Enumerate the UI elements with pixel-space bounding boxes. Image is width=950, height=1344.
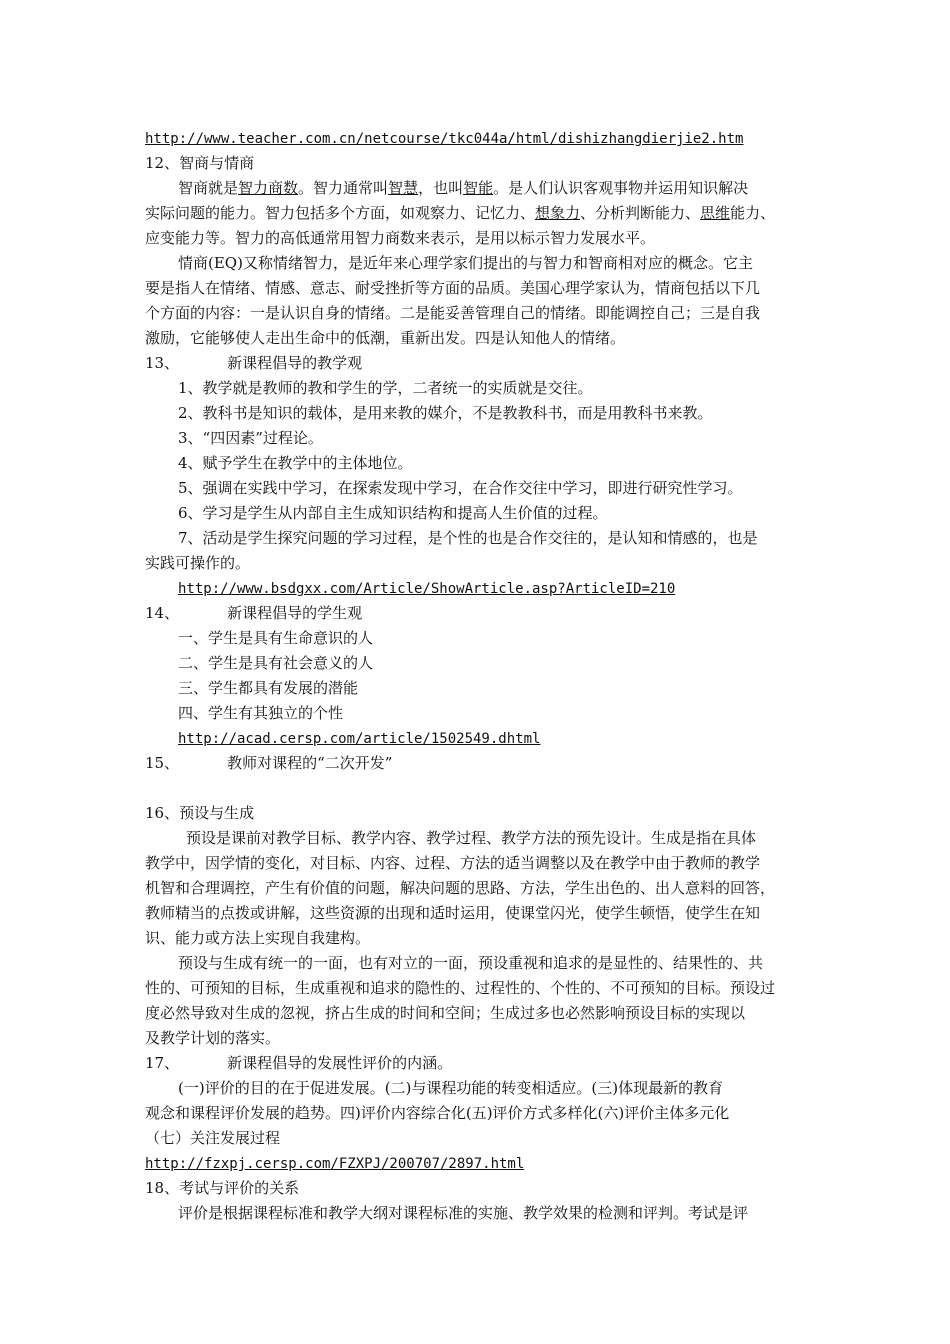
paragraph-line: (一)评价的目的在于促进发展。(二)与课程功能的转变相适应。(三)体现最新的教育 <box>178 1079 724 1097</box>
list-item: 6、学习是学生从内部自主生成知识结构和提高人生价值的过程。 <box>178 504 608 522</box>
paragraph-line: 预设与生成有统一的一面，也有对立的一面，预设重视和追求的是显性的、结果性的、共 <box>178 954 764 972</box>
paragraph-line: 度必然导致对生成的忽视，挤占生成的时间和空间；生成过多也必然影响预设目标的实现以 <box>145 1004 746 1022</box>
paragraph-line: 激励，它能够使人走出生命中的低潮，重新出发。四是认知他人的情绪。 <box>145 329 626 347</box>
list-item: 四、学生有其独立的个性 <box>178 704 344 722</box>
source-link[interactable]: http://fzxpj.cersp.com/FZXPJ/200707/2897.html <box>145 1156 525 1172</box>
link-term[interactable]: 思维 <box>700 204 731 222</box>
paragraph-line: 识、能力或方法上实现自我建构。 <box>145 929 371 947</box>
section-heading: 18、考试与评价的关系 <box>145 1179 300 1197</box>
list-item: 2、教科书是知识的载体，是用来教的媒介，不是教教科书，而是用教科书来教。 <box>178 404 713 422</box>
paragraph-line: 机智和合理调控，产生有价值的问题，解决问题的思路、方法，学生出色的、出人意料的回答， <box>145 879 776 897</box>
paragraph-line: 观念和课程评价发展的趋势。四)评价内容综合化(五)评价方式多样化(六)评价主体多元化 <box>145 1104 730 1122</box>
source-link[interactable]: http://acad.cersp.com/article/1502549.dhtml <box>178 731 541 747</box>
section-heading: 17、 新课程倡导的发展性评价的内涵。 <box>145 1054 453 1072</box>
link-term[interactable]: 智能 <box>463 179 494 197</box>
paragraph-line: 智商就是智力商数。智力通常叫智慧，也叫智能。是人们认识客观事物并运用知识解决 <box>178 179 749 197</box>
paragraph-line: 预设是课前对教学目标、教学内容、教学过程、教学方法的预先设计。生成是指在具体 <box>186 829 757 847</box>
paragraph-line: 实践可操作的。 <box>145 554 251 572</box>
paragraph-line: 教师精当的点拨或讲解，这些资源的出现和适时运用，使课堂闪光，使学生顿悟，使学生在知 <box>145 904 761 922</box>
paragraph-line: 性的、可预知的目标，生成重视和追求的隐性的、过程性的、个性的、不可预知的目标。预设过 <box>145 979 776 997</box>
paragraph-line: 情商(EQ)又称情绪智力，是近年来心理学家们提出的与智力和智商相对应的概念。它主 <box>178 254 753 272</box>
paragraph-line: 及教学计划的落实。 <box>145 1029 281 1047</box>
link-term[interactable]: 智慧 <box>388 179 419 197</box>
source-link[interactable]: http://www.bsdgxx.com/Article/ShowArticle.asp?ArticleID=210 <box>178 581 676 597</box>
list-item: 1、教学就是教师的教和学生的学，二者统一的实质就是交往。 <box>178 379 593 397</box>
paragraph-line: 个方面的内容：一是认识自身的情绪。二是能妥善管理自己的情绪。即能调控自己；三是自我 <box>145 304 761 322</box>
list-item: 3、“四因素”过程论。 <box>178 429 323 447</box>
source-link[interactable]: http://www.teacher.com.cn/netcourse/tkc044a/html/dishizhangdierjie2.htm <box>145 131 744 147</box>
paragraph-line: 教学中，因学情的变化，对目标、内容、过程、方法的适当调整以及在教学中由于教师的教学 <box>145 854 761 872</box>
list-item: 5、强调在实践中学习，在探索发现中学习，在合作交往中学习，即进行研究性学习。 <box>178 479 743 497</box>
paragraph-line: 实际问题的能力。智力包括多个方面，如观察力、记忆力、想象力、分析判断能力、思维能力、 <box>145 204 776 222</box>
paragraph-line: 要是指人在情绪、情感、意志、耐受挫折等方面的品质。美国心理学家认为，情商包括以下几 <box>145 279 761 297</box>
link-term[interactable]: 智力商数 <box>238 179 299 197</box>
paragraph-line: 应变能力等。智力的高低通常用智力商数来表示，是用以标示智力发展水平。 <box>145 229 656 247</box>
section-heading: 16、预设与生成 <box>145 804 255 822</box>
list-item: 4、赋予学生在教学中的主体地位。 <box>178 454 413 472</box>
paragraph-line: （七）关注发展过程 <box>145 1129 281 1147</box>
section-heading: 13、 新课程倡导的教学观 <box>145 354 363 372</box>
paragraph-line: 评价是根据课程标准和教学大纲对课程标准的实施、教学效果的检测和评判。考试是评 <box>178 1204 749 1222</box>
section-heading: 15、 教师对课程的“二次开发” <box>145 754 393 772</box>
link-term[interactable]: 想象力 <box>535 204 581 222</box>
list-item: 一、学生是具有生命意识的人 <box>178 629 374 647</box>
list-item: 7、活动是学生探究问题的学习过程，是个性的也是合作交往的，是认知和情感的，也是 <box>178 529 758 547</box>
section-heading: 12、智商与情商 <box>145 154 255 172</box>
list-item: 二、学生是具有社会意义的人 <box>178 654 374 672</box>
list-item: 三、学生都具有发展的潜能 <box>178 679 359 697</box>
section-heading: 14、 新课程倡导的学生观 <box>145 604 363 622</box>
